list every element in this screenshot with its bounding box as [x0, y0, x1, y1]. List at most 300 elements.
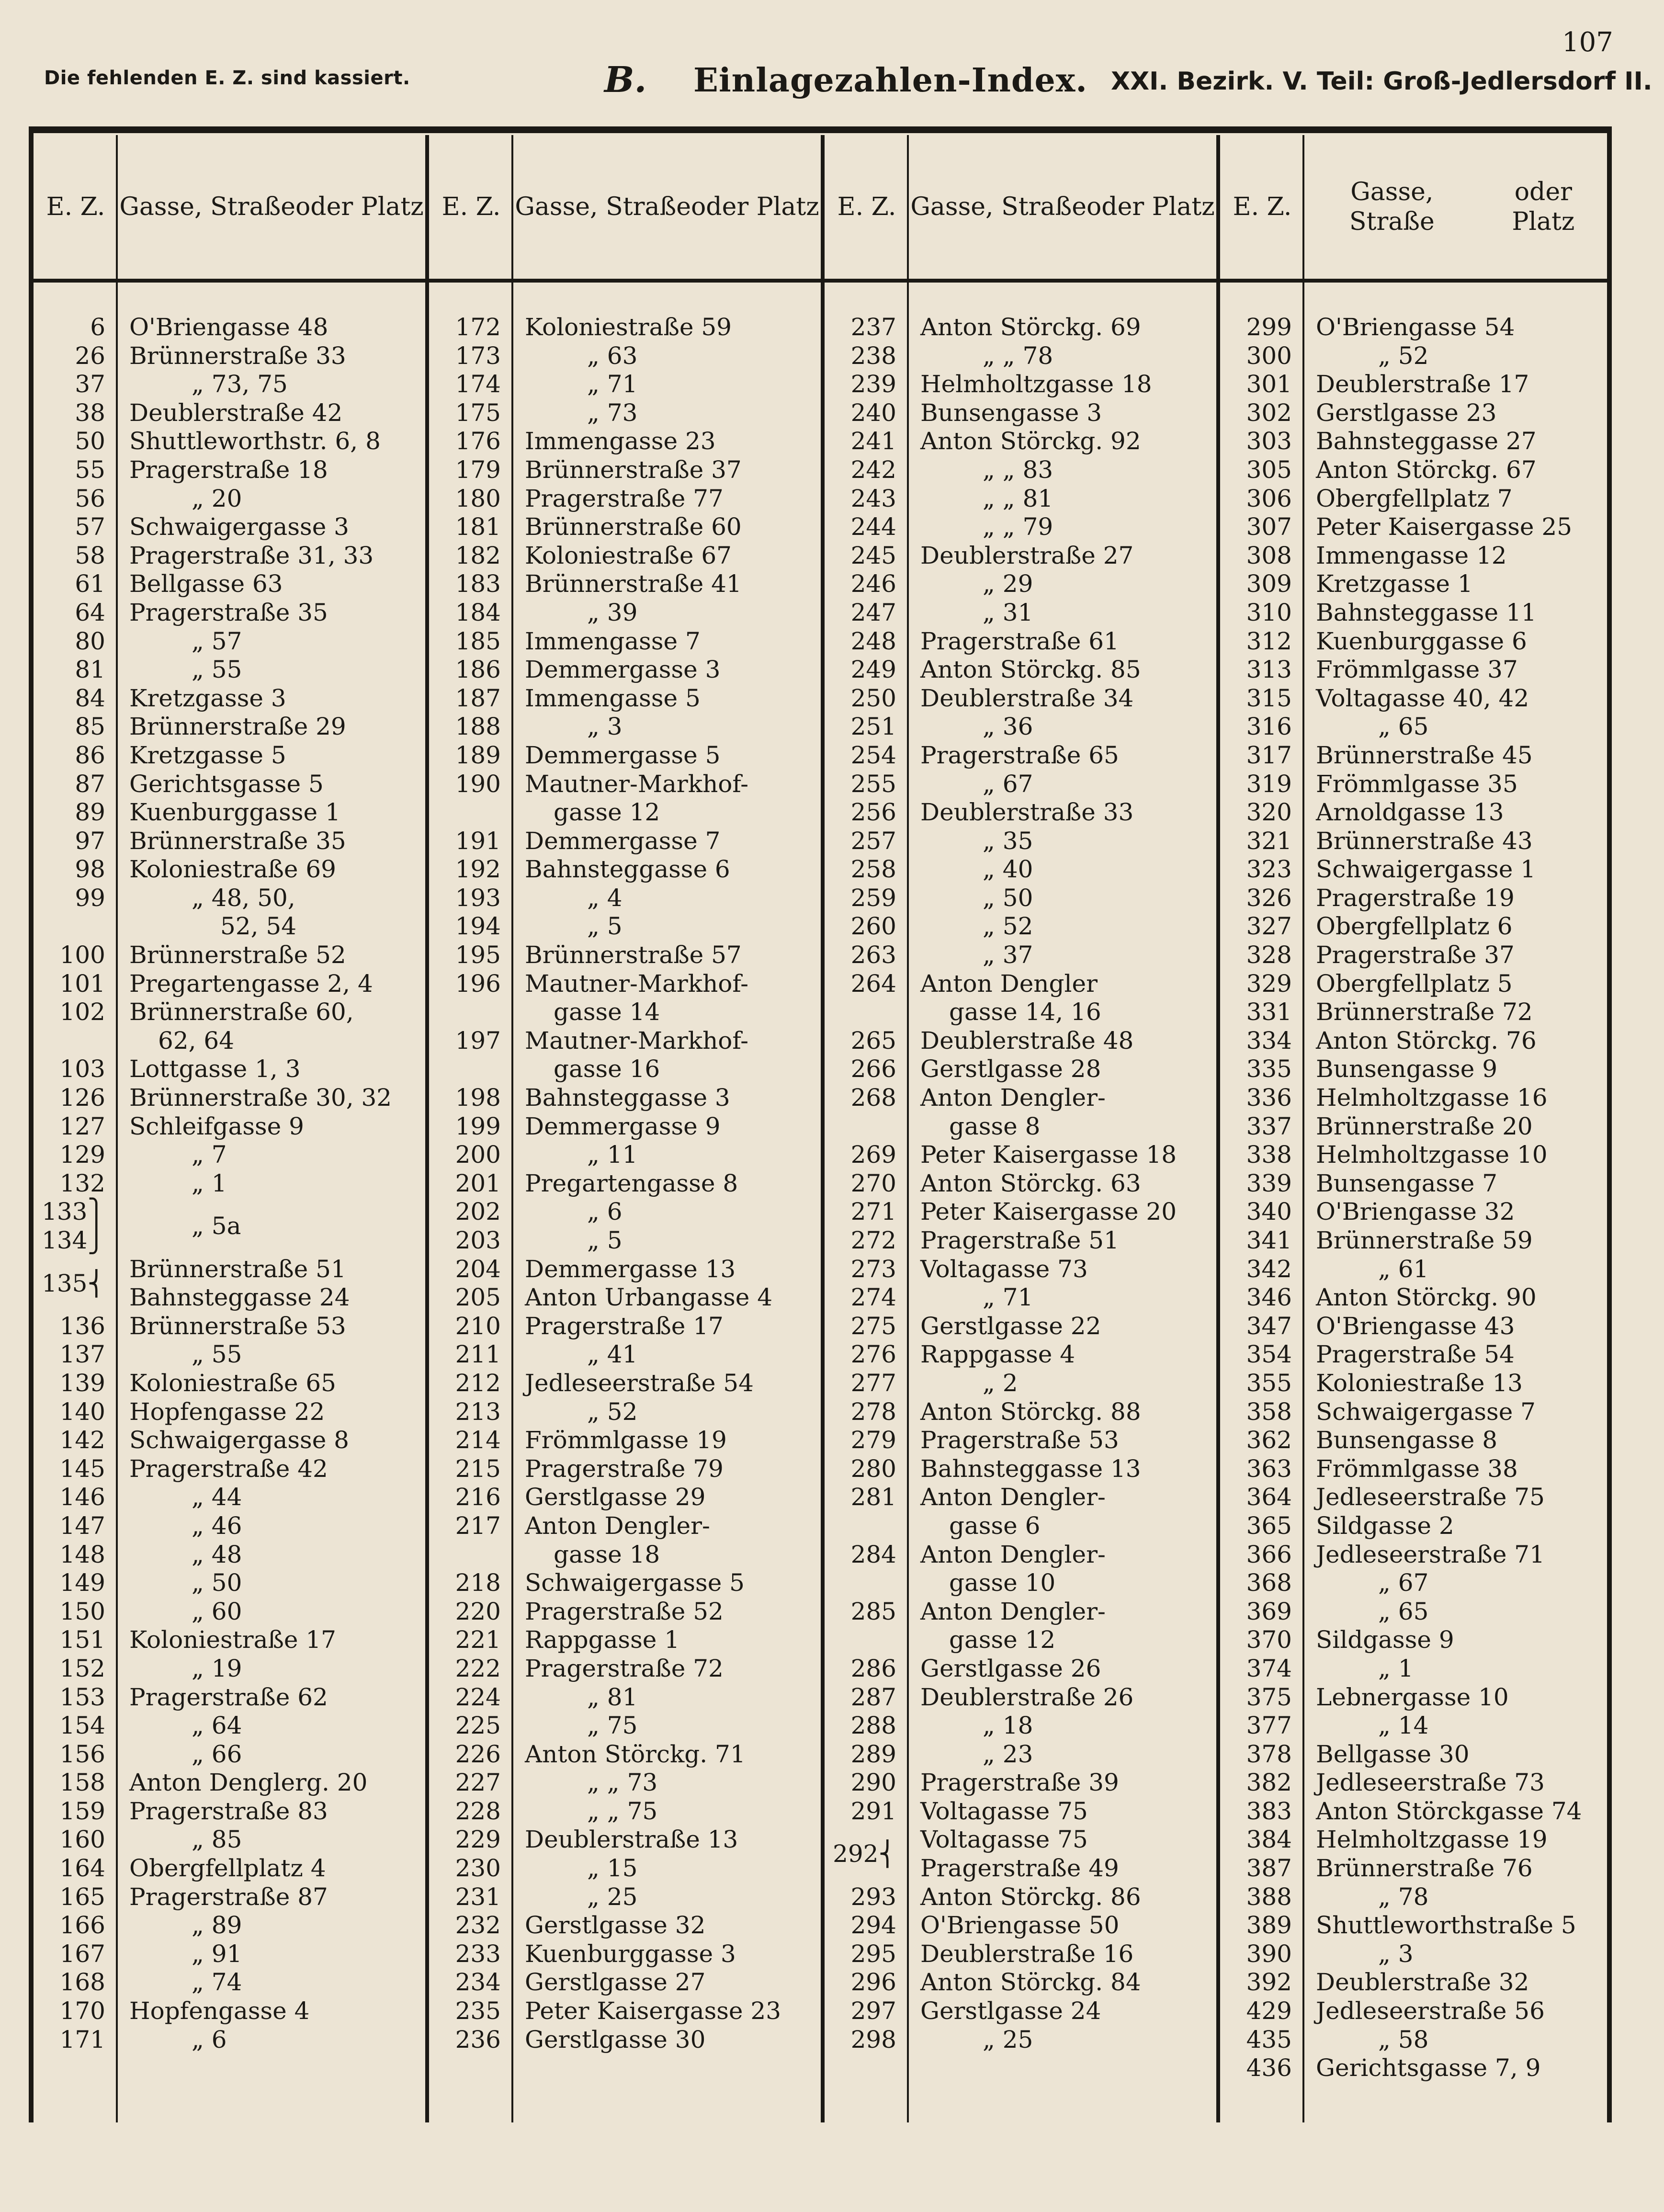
street-header: Gasse, Straße oder Platz [1349, 178, 1575, 236]
street-line: „ 65 [1378, 713, 1429, 741]
ez-number: 191 [455, 827, 501, 855]
street-entry [920, 1340, 1075, 1369]
ez-number: 363 [1246, 1454, 1292, 1483]
ez-number: 56 [75, 484, 105, 512]
index-row [1220, 1198, 1607, 1226]
street-line: Brünnerstraße 35 [129, 827, 346, 855]
index-row [1220, 1483, 1607, 1512]
street-entry [920, 684, 1133, 713]
street-line: Pragerstraße 39 [920, 1769, 1119, 1797]
index-row [34, 342, 425, 371]
street-line: Anton Dengler- [525, 1511, 710, 1540]
ez-number: 175 [455, 398, 501, 427]
ez-number: 55 [75, 455, 105, 484]
ez-number: 235 [455, 1997, 501, 2025]
index-row [34, 970, 425, 998]
index-row [1220, 1312, 1607, 1341]
street-entry [525, 1112, 720, 1141]
street-entry [983, 599, 1033, 627]
street-line: Kretzgasse 1 [1316, 570, 1473, 598]
street-line: Bellgasse 63 [129, 570, 283, 598]
street-entry [129, 342, 346, 371]
index-row [429, 542, 821, 570]
index-row [1220, 1055, 1607, 1084]
ez-number: 264 [850, 969, 896, 998]
index-row [825, 656, 1216, 684]
street-entry [1316, 1826, 1548, 1854]
ez-number: 245 [850, 541, 896, 569]
street-line: Anton Urbangasse 4 [525, 1283, 773, 1312]
index-row [34, 1826, 425, 1854]
ez-number: 288 [850, 1712, 896, 1740]
ez-header: E. Z. [837, 193, 896, 221]
street-entry [1316, 1997, 1545, 2026]
index-row [1220, 1369, 1607, 1398]
street-line: „ 5a [192, 1212, 241, 1240]
street-line: Pragerstraße 87 [129, 1883, 328, 1911]
street-line: Koloniestraße 13 [1316, 1369, 1523, 1397]
street-line: „ 52 [587, 1397, 638, 1426]
index-row [1220, 1911, 1607, 1940]
index-rows [429, 313, 821, 2054]
street-line: Anton Störckg. 84 [920, 1968, 1141, 1996]
index-row [34, 1683, 425, 1712]
ez-number: 232 [455, 1911, 501, 1940]
street-line: „ 48 [192, 1540, 242, 1568]
street-entry [1316, 627, 1527, 656]
index-row [34, 1854, 425, 1883]
page-number: 107 [1562, 27, 1613, 58]
street-line: Anton Dengler- [920, 1084, 1106, 1112]
ez-number: 299 [1246, 313, 1292, 341]
index-row [1220, 1141, 1607, 1169]
ez-number: 188 [455, 713, 501, 741]
index-row [825, 798, 1216, 827]
street-entry [129, 684, 286, 713]
index-row [1220, 1426, 1607, 1455]
street-entry [920, 1055, 1101, 1084]
ez-number: 37 [75, 370, 105, 398]
index-row [34, 1797, 425, 1826]
street-entry [129, 1369, 336, 1398]
street-line: Schleifgasse 9 [129, 1112, 304, 1140]
ez-number: 176 [455, 427, 501, 455]
index-row [429, 599, 821, 627]
street-line: Obergfellplatz 7 [1316, 484, 1513, 512]
index-row [429, 713, 821, 741]
ez-number: 280 [850, 1454, 896, 1483]
index-row [825, 970, 1216, 1027]
street-line: Anton Störckg. 90 [1316, 1283, 1537, 1312]
street-line: Brünnerstraße 51 [129, 1255, 346, 1283]
ez-number: 158 [59, 1769, 105, 1797]
index-row [429, 485, 821, 513]
index-row [825, 1797, 1216, 1826]
street-entry [920, 1883, 1141, 1912]
index-row [825, 884, 1216, 913]
street-line: Koloniestraße 17 [129, 1626, 336, 1654]
index-row [429, 1027, 821, 1084]
street-entry [525, 1569, 745, 1598]
ez-number: 302 [1246, 398, 1292, 427]
ez-number: 154 [59, 1712, 105, 1740]
ez-number: 298 [850, 2025, 896, 2053]
street-entry [1316, 1854, 1533, 1883]
street-entry [1316, 912, 1513, 941]
street-entry [983, 884, 1033, 913]
ez-number: 291 [850, 1797, 896, 1825]
street-line: Sildgasse 2 [1316, 1511, 1454, 1540]
street-line: Jedleseerstraße 54 [525, 1369, 754, 1397]
street-entry [1316, 1740, 1470, 1769]
street-entry [129, 827, 346, 856]
ez-number: 296 [850, 1968, 896, 1996]
ez-number: 243 [850, 484, 896, 512]
street-entry [525, 1169, 738, 1198]
ez-number: 375 [1246, 1683, 1292, 1711]
index-row [1220, 542, 1607, 570]
ez-number: 230 [455, 1854, 501, 1883]
street-entry [920, 1426, 1119, 1455]
index-row [429, 884, 821, 913]
index-row [1220, 1683, 1607, 1712]
street-line: Anton Störckg. 92 [920, 427, 1141, 455]
street-line: Brünnerstraße 76 [1316, 1854, 1533, 1883]
street-entry [1316, 884, 1515, 913]
street-line: Pragerstraße 79 [525, 1454, 724, 1483]
ez-number: 174 [455, 370, 501, 398]
ez-number: 192 [455, 855, 501, 884]
index-row [825, 1169, 1216, 1198]
street-line: Gerstlgasse 30 [525, 2025, 706, 2053]
ez-number: 293 [850, 1883, 896, 1911]
street-line: Brünnerstraße 41 [525, 570, 742, 598]
ez-number: 127 [59, 1112, 105, 1140]
street-line: Anton Dengler- [920, 1483, 1106, 1511]
street-line: O'Briengasse 50 [920, 1911, 1120, 1940]
street-line: Schwaigergasse 3 [129, 513, 349, 541]
street-entry [129, 570, 283, 599]
street-entry [983, 713, 1033, 741]
ez-number: 339 [1246, 1169, 1292, 1197]
street-line: „ 58 [1378, 2025, 1429, 2053]
ez-number: 305 [1246, 455, 1292, 484]
index-row [1220, 313, 1607, 342]
ez-number: 227 [455, 1769, 501, 1797]
ez-number: 315 [1246, 684, 1292, 712]
ez-number: 205 [455, 1283, 501, 1312]
street-line: „ 31 [983, 598, 1033, 626]
index-column-2 [429, 135, 825, 2122]
index-column-4 [1220, 135, 1607, 2122]
street-entry [587, 912, 623, 941]
street-line: Anton Dengler- [920, 1540, 1106, 1568]
column-header [1220, 135, 1607, 283]
street-line: Gerichtsgasse 5 [129, 770, 324, 798]
index-row [825, 1598, 1216, 1655]
ez-number: 210 [455, 1312, 501, 1340]
ez-number: 216 [455, 1483, 501, 1511]
ez-number: 260 [850, 912, 896, 941]
street-entry [920, 1226, 1119, 1255]
ez-number: 287 [850, 1683, 896, 1711]
street-entry [920, 1541, 1106, 1598]
index-row [429, 1340, 821, 1369]
street-entry [920, 970, 1101, 1027]
street-entry [129, 998, 354, 1055]
street-line: Anton Störckg. 69 [920, 313, 1141, 341]
street-line: Frömmlgasse 35 [1316, 770, 1518, 798]
ez-number: 254 [850, 741, 896, 769]
street-line: Bahnsteggasse 27 [1316, 427, 1537, 455]
street-line: „ „ 75 [587, 1797, 658, 1825]
index-row [1220, 2054, 1607, 2083]
ez-number: 152 [59, 1654, 105, 1682]
index-row [825, 1712, 1216, 1740]
index-row [825, 1283, 1216, 1312]
street-line: Jedleseerstraße 71 [1316, 1540, 1545, 1568]
ez-number: 215 [455, 1454, 501, 1483]
street-line: „ 14 [1378, 1712, 1429, 1740]
street-entry [1316, 741, 1533, 770]
street-line-continued: gasse 14, 16 [949, 998, 1101, 1026]
street-line: „ 25 [983, 2025, 1033, 2053]
index-row [34, 1112, 425, 1141]
street-line: Voltagasse 40, 42 [1316, 684, 1529, 712]
index-row [1220, 656, 1607, 684]
index-row [1220, 1940, 1607, 1969]
ez-number: 347 [1246, 1312, 1292, 1340]
street-line: Demmergasse 3 [525, 656, 721, 684]
index-row [825, 1683, 1216, 1712]
ez-number: 323 [1246, 855, 1292, 884]
street-line: „ 6 [587, 1198, 623, 1226]
ez-number: 217 [455, 1511, 501, 1540]
index-row [825, 1826, 1216, 1883]
column-header [429, 135, 821, 283]
index-row [429, 1968, 821, 1997]
street-entry [587, 342, 637, 371]
index-row [1220, 1826, 1607, 1854]
street-line: Pragerstraße 83 [129, 1797, 328, 1825]
index-row [825, 342, 1216, 371]
index-row [825, 485, 1216, 513]
street-line: „ 73 [587, 398, 638, 427]
street-entry [587, 1883, 637, 1912]
index-row [429, 1911, 821, 1940]
index-row [825, 313, 1216, 342]
index-row [34, 313, 425, 342]
street-line: „ 81 [587, 1683, 638, 1711]
ez-number: 183 [455, 570, 501, 598]
street-line: Gerstlgasse 23 [1316, 398, 1497, 427]
street-line: Brünnerstraße 29 [129, 713, 346, 741]
ez-number: 285 [850, 1597, 896, 1625]
street-entry [920, 1169, 1141, 1198]
street-line: Deublerstraße 16 [920, 1940, 1134, 1968]
ez-number: 307 [1246, 513, 1292, 541]
ez-number: 100 [59, 941, 105, 969]
street-line: Koloniestraße 59 [525, 313, 732, 341]
index-row [1220, 485, 1607, 513]
ez-number: 340 [1246, 1198, 1292, 1226]
index-row [1220, 741, 1607, 770]
ez-number: 346 [1246, 1283, 1292, 1312]
ez-number: 286 [850, 1654, 896, 1682]
index-column-1 [34, 135, 429, 2122]
street-entry [525, 570, 742, 599]
index-row [1220, 2026, 1607, 2054]
street-line: Anton Störckg. 67 [1316, 455, 1537, 484]
street-line: O'Briengasse 48 [129, 313, 328, 341]
ez-number: 99 [75, 884, 105, 912]
index-row [34, 370, 425, 399]
street-entry [1378, 1940, 1414, 1969]
street-entry [1316, 827, 1533, 856]
street-line: Deublerstraße 34 [920, 684, 1134, 712]
street-line: Brünnerstraße 37 [525, 455, 742, 484]
street-entry [587, 370, 637, 399]
index-row [825, 370, 1216, 399]
index-row [1220, 599, 1607, 627]
index-row [429, 941, 821, 970]
street-entry [192, 1940, 242, 1969]
ez-number: 190 [455, 770, 501, 798]
index-row [429, 1826, 821, 1854]
street-entry [1378, 713, 1428, 741]
street-line: „ 64 [192, 1712, 242, 1740]
street-entry [1316, 1455, 1518, 1484]
index-row [34, 1997, 425, 2026]
street-line-continued: gasse 6 [949, 1511, 1041, 1540]
street-line: Rappgasse 1 [525, 1626, 680, 1654]
ez-number: 242 [850, 455, 896, 484]
ez-number: 259 [850, 884, 896, 912]
street-line-continued: gasse 18 [554, 1540, 660, 1568]
street-line: Brünnerstraße 52 [129, 941, 346, 969]
street-entry [1316, 1483, 1545, 1512]
ez-number: 342 [1246, 1255, 1292, 1283]
street-entry [192, 1340, 242, 1369]
street-line: „ 6 [192, 2025, 227, 2053]
index-row [429, 1683, 821, 1712]
index-row [34, 1455, 425, 1484]
index-row [1220, 1769, 1607, 1797]
index-row [34, 1712, 425, 1740]
ez-number: 369 [1246, 1597, 1292, 1625]
street-entry [129, 456, 328, 485]
street-line: „ 55 [192, 1340, 242, 1369]
ez-number: 194 [455, 912, 501, 941]
street-entry [129, 599, 328, 627]
index-row [825, 1426, 1216, 1455]
ez-number: 301 [1246, 370, 1292, 398]
index-row [825, 1968, 1216, 1997]
street-entry [1316, 941, 1515, 970]
index-row [34, 798, 425, 827]
street-line: Pragerstraße 42 [129, 1454, 328, 1483]
index-row [429, 2026, 821, 2054]
street-line: Kuenburggasse 1 [129, 798, 340, 827]
street-entry [129, 1997, 309, 2026]
index-row [825, 855, 1216, 884]
street-entry [1316, 1198, 1515, 1226]
street-line-continued: 52, 54 [220, 912, 297, 941]
ez-number: 85 [75, 713, 105, 741]
street-entry [587, 1226, 623, 1255]
street-line: „ „ 78 [983, 341, 1053, 370]
street-entry [129, 1112, 304, 1141]
ez-number: 337 [1246, 1112, 1292, 1140]
street-line: Brünnerstraße 60, [129, 998, 354, 1026]
index-row [429, 1112, 821, 1141]
ez-number: 151 [59, 1626, 105, 1654]
ez-number: 86 [75, 741, 105, 769]
ez-number: 239 [850, 370, 896, 398]
ez-number: 64 [75, 598, 105, 626]
street-entry [1378, 2026, 1428, 2054]
index-row [825, 1369, 1216, 1398]
ez-number: 251 [850, 713, 896, 741]
street-line: Gerstlgasse 26 [920, 1654, 1101, 1682]
street-entry [192, 1483, 242, 1512]
street-entry [1378, 1255, 1428, 1284]
ez-number: 320 [1246, 798, 1292, 827]
ez-number: 248 [850, 627, 896, 655]
ez-number: 146 [59, 1483, 105, 1511]
index-row [429, 684, 821, 713]
index-row [1220, 427, 1607, 456]
index-row [1220, 1968, 1607, 1997]
index-row [34, 884, 425, 941]
street-line: O'Briengasse 54 [1316, 313, 1515, 341]
index-row [429, 427, 821, 456]
index-row [429, 513, 821, 542]
index-row [34, 627, 425, 656]
street-line: Pragerstraße 35 [129, 598, 328, 626]
index-row [429, 1255, 821, 1284]
street-line: „ 67 [1378, 1569, 1429, 1597]
street-line: Pregartengasse 2, 4 [129, 969, 373, 998]
street-line: Peter Kaisergasse 20 [920, 1198, 1177, 1226]
street-entry [1316, 1055, 1497, 1084]
index-row [34, 684, 425, 713]
index-row [34, 1398, 425, 1427]
ez-number: 238 [850, 341, 896, 370]
street-line: Gerstlgasse 22 [920, 1312, 1101, 1340]
street-entry [525, 2026, 705, 2054]
street-line: Anton Störckg. 63 [920, 1169, 1141, 1197]
ez-number: 84 [75, 684, 105, 712]
ez-number: 147 [59, 1511, 105, 1540]
street-line: Schwaigergasse 5 [525, 1569, 745, 1597]
ez-number: 58 [75, 541, 105, 569]
index-row [34, 485, 425, 513]
index-row [825, 1255, 1216, 1284]
street-line: „ 65 [1378, 1597, 1429, 1625]
ez-number: 257 [850, 827, 896, 855]
street-entry [1316, 1769, 1545, 1797]
index-row [825, 2026, 1216, 2054]
index-row [825, 1398, 1216, 1427]
index-row [429, 1598, 821, 1626]
index-row [429, 570, 821, 599]
ez-number: 171 [59, 2025, 105, 2053]
street-entry [525, 313, 732, 342]
ez-number: 275 [850, 1312, 896, 1340]
street-entry [1378, 342, 1428, 371]
street-line: „ 52 [1378, 341, 1429, 370]
